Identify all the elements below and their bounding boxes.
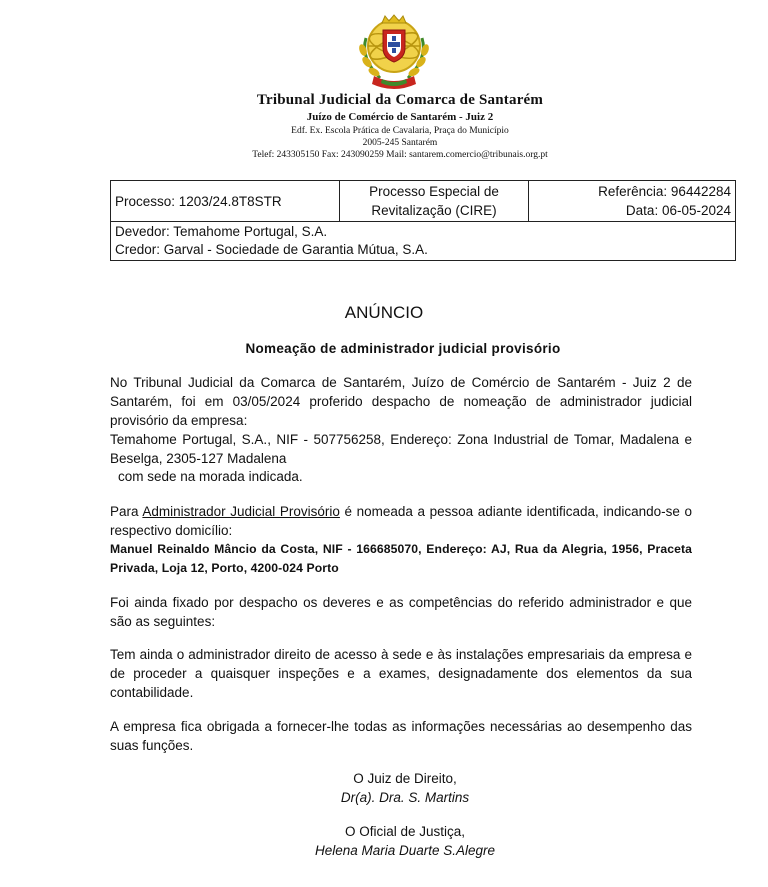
process-number: Processo: 1203/24.8T8STR bbox=[111, 181, 340, 222]
admin-suffix: é nomeada a pessoa adiante identificada, indicando-se o respectivo domicílio: bbox=[110, 504, 692, 538]
paragraph-duties: Foi ainda fixado por despacho os deveres e as competências do referido administrador e que são as seguintes: bbox=[110, 595, 692, 629]
address-line-2: 2005-245 Santarém bbox=[362, 138, 438, 148]
paragraph-information: A empresa fica obrigada a fornecer-lhe todas as informações necessárias ao desempenho das suas funções. bbox=[110, 719, 692, 753]
process-type-line-2: Revitalização (CIRE) bbox=[371, 203, 497, 218]
contact-line: Telef: 243305150 Fax: 243090259 Mail: santarem.comercio@tribunais.org.pt bbox=[252, 150, 548, 160]
officer-name: Helena Maria Duarte S.Alegre bbox=[314, 843, 496, 858]
coat-of-arms-emblem bbox=[352, 14, 436, 90]
juizo-name: Juízo de Comércio de Santarém - Juiz 2 bbox=[306, 111, 494, 123]
notice-subtitle: Nomeação de administrador judicial provisório bbox=[245, 341, 561, 356]
paragraph-company-seat: com sede na morada indicada. bbox=[118, 469, 303, 484]
court-name: Tribunal Judicial da Comarca de Santarém bbox=[256, 92, 544, 108]
document-date: Data: 06-05-2024 bbox=[625, 203, 731, 218]
judge-name: Dr(a). Dra. S. Martins bbox=[340, 790, 470, 805]
address-line-1: Edf. Ex. Escola Prática de Cavalaria, Praça do Município bbox=[291, 126, 509, 136]
admin-role: Administrador Judicial Provisório bbox=[142, 504, 340, 519]
creditor: Credor: Garval - Sociedade de Garantia Mútua, S.A. bbox=[115, 242, 428, 257]
admin-prefix: Para bbox=[110, 504, 143, 519]
case-info-table bbox=[110, 180, 736, 261]
paragraph-access: Tem ainda o administrador direito de acesso à sede e às instalações empresariais da empresa e de proceder a quaisquer inspeções e a exames, designadamente dos elementos da sua contabilidade. bbox=[110, 647, 692, 700]
paragraph-nomination: No Tribunal Judicial da Comarca de Santarém, Juízo de Comércio de Santarém - Juiz 2 de Santarém, foi em 03/05/2024 proferido despacho de nomeação de administrador judicial provisório da empresa: bbox=[110, 375, 692, 428]
judge-title: O Juiz de Direito, bbox=[353, 771, 457, 786]
paragraph-administrator bbox=[110, 502, 692, 540]
process-type bbox=[340, 181, 529, 222]
paragraph-administrator-identity: Manuel Reinaldo Mâncio da Costa, NIF - 166685070, Endereço: AJ, Rua da Alegria, 1956, Praceta Privada, Loja 12, Porto, 4200-024 Porto bbox=[110, 542, 692, 575]
officer-title: O Oficial de Justiça, bbox=[344, 824, 466, 839]
process-type-line-1: Processo Especial de bbox=[369, 184, 499, 199]
notice-title: ANÚNCIO bbox=[344, 303, 424, 322]
paragraph-company: Temahome Portugal, S.A., NIF - 507756258, Endereço: Zona Industrial de Tomar, Madalena e Beselga, 2305-127 Madalena bbox=[110, 432, 692, 466]
debtor: Devedor: Temahome Portugal, S.A. bbox=[115, 224, 328, 239]
reference-number: Referência: 96442284 bbox=[598, 184, 731, 199]
reference-cell bbox=[529, 181, 736, 222]
parties-cell bbox=[111, 222, 736, 261]
